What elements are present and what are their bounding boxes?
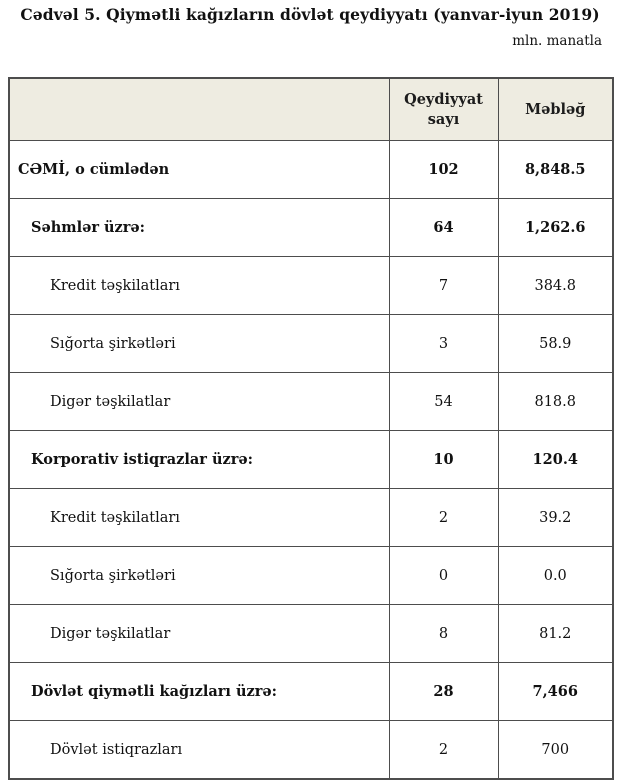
table-row — [9, 199, 613, 257]
row-amount: 81.2 — [498, 605, 613, 663]
row-amount: 39.2 — [498, 489, 613, 547]
row-label: CƏMİ, o cümlədən — [9, 141, 389, 199]
table-row — [9, 141, 613, 199]
table-row — [9, 489, 613, 547]
row-count: 64 — [389, 199, 498, 257]
table-row — [9, 663, 613, 721]
row-amount: 818.8 — [498, 373, 613, 431]
table-row — [9, 373, 613, 431]
unit-note: mln. manatla — [512, 33, 602, 49]
row-amount: 8,848.5 — [498, 141, 613, 199]
row-count: 10 — [389, 431, 498, 489]
row-count: 2 — [389, 721, 498, 780]
row-count: 102 — [389, 141, 498, 199]
row-label: Digər təşkilatlar — [9, 373, 389, 431]
row-label: Sığorta şirkətləri — [9, 315, 389, 373]
row-label: Səhmlər üzrə: — [9, 199, 389, 257]
header-registration-count: Qeydiyyat sayı — [389, 78, 498, 141]
row-count: 2 — [389, 489, 498, 547]
row-count: 54 — [389, 373, 498, 431]
row-amount: 7,466 — [498, 663, 613, 721]
securities-registration-table — [8, 77, 614, 780]
row-amount: 384.8 — [498, 257, 613, 315]
header-amount: Məbləğ — [498, 78, 613, 141]
row-label: Kredit təşkilatları — [9, 489, 389, 547]
table-row — [9, 605, 613, 663]
row-count: 8 — [389, 605, 498, 663]
row-amount: 700 — [498, 721, 613, 780]
table-row — [9, 315, 613, 373]
row-count: 0 — [389, 547, 498, 605]
table-row — [9, 547, 613, 605]
row-amount: 1,262.6 — [498, 199, 613, 257]
table-body — [9, 141, 613, 780]
row-label: Digər təşkilatlar — [9, 605, 389, 663]
row-label: Dövlət istiqrazları — [9, 721, 389, 780]
header-empty-cell — [9, 78, 389, 141]
table-row — [9, 721, 613, 780]
table-title: Cədvəl 5. Qiymətli kağızların dövlət qeydiyyatı (yanvar-iyun 2019) — [20, 5, 600, 24]
row-label: Kredit təşkilatları — [9, 257, 389, 315]
row-count: 7 — [389, 257, 498, 315]
table-row — [9, 257, 613, 315]
table-row — [9, 431, 613, 489]
row-label: Korporativ istiqrazlar üzrə: — [9, 431, 389, 489]
row-amount: 120.4 — [498, 431, 613, 489]
header-row — [9, 78, 613, 141]
row-count: 3 — [389, 315, 498, 373]
row-amount: 58.9 — [498, 315, 613, 373]
row-label: Dövlət qiymətli kağızları üzrə: — [9, 663, 389, 721]
row-label: Sığorta şirkətləri — [9, 547, 389, 605]
row-amount: 0.0 — [498, 547, 613, 605]
row-count: 28 — [389, 663, 498, 721]
